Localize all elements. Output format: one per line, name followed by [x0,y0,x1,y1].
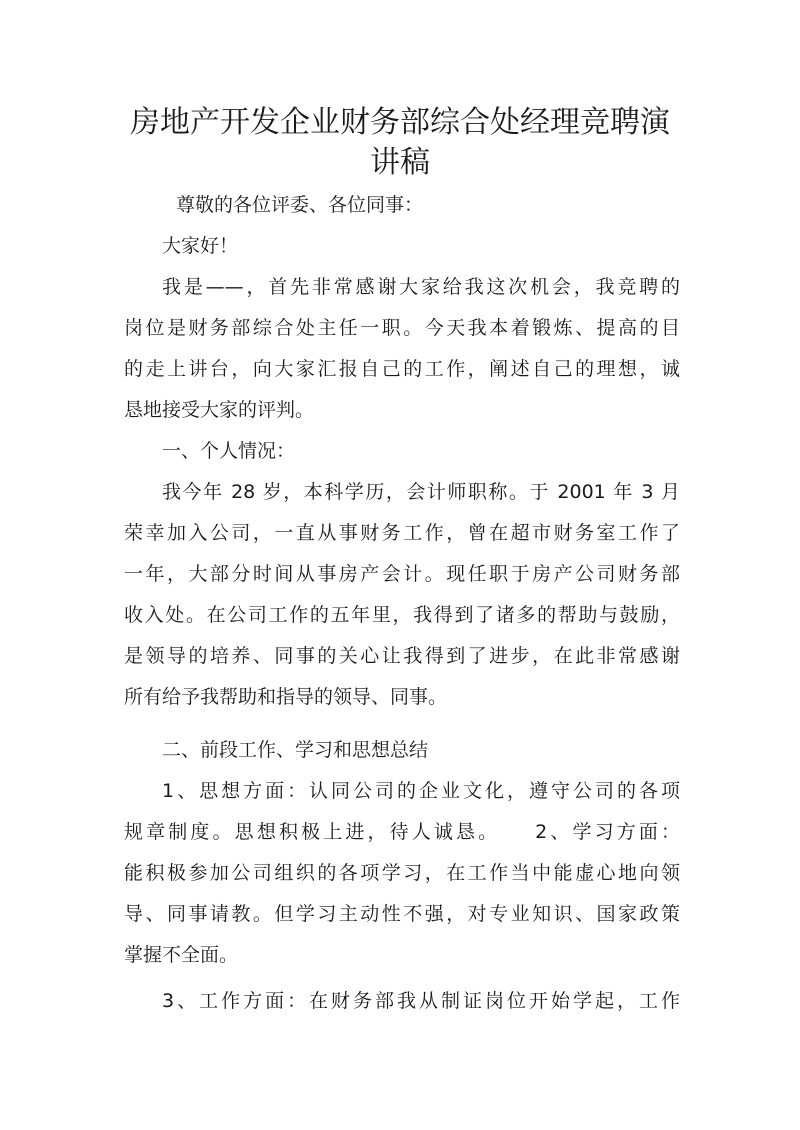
text-line: 规章制度。思想积极上进，待人诚恳。 2、学习方面： [124,821,680,843]
text-line: 恳地接受大家的评判。 [124,399,315,421]
text-line: 一年，大部分时间从事房产会计。现任职于房产公司财务部 [124,563,680,585]
text-line: 岗位是财务部综合处主任一职。今天我本着锻炼、提高的目 [124,317,680,339]
text-line: 是领导的培养、同事的关心让我得到了进步，在此非常感谢 [124,645,680,667]
text-line: 所有给予我帮助和指导的领导、同事。 [124,686,448,708]
document-title-line-2: 讲稿 [370,145,430,180]
text-line: 我是——，首先非常感谢大家给我这次机会，我竞聘的 [162,276,680,298]
text-line: 导、同事请教。但学习主动性不强，对专业知识、国家政策 [124,903,680,925]
greeting: 大家好！ [162,235,239,257]
section-heading: 二、前段工作、学习和思想总结 [162,739,429,761]
text-line: 1、思想方面：认同公司的企业文化，遵守公司的各项 [162,780,680,802]
text-line: 的走上讲台，向大家汇报自己的工作，阐述自己的理想，诚 [124,358,680,380]
text-line: 能积极参加公司组织的各项学习，在工作当中能虚心地向领 [124,862,680,884]
text-line: 我今年 28 岁，本科学历，会计师职称。于 2001 年 3 月 [162,481,680,503]
text-line: 收入处。在公司工作的五年里，我得到了诸多的帮助与鼓励， [124,604,680,626]
section-heading: 一、个人情况： [162,440,296,462]
salutation: 尊敬的各位评委、各位同事： [176,194,424,216]
text-line: 掌握不全面。 [124,944,239,966]
text-line: 3、工作方面：在财务部我从制证岗位开始学起，工作 [162,990,680,1012]
text-line: 荣幸加入公司，一直从事财务工作，曾在超市财务室工作了 [124,522,680,544]
document-title-line-1: 房地产开发企业财务部综合处经理竞聘演 [130,105,670,140]
